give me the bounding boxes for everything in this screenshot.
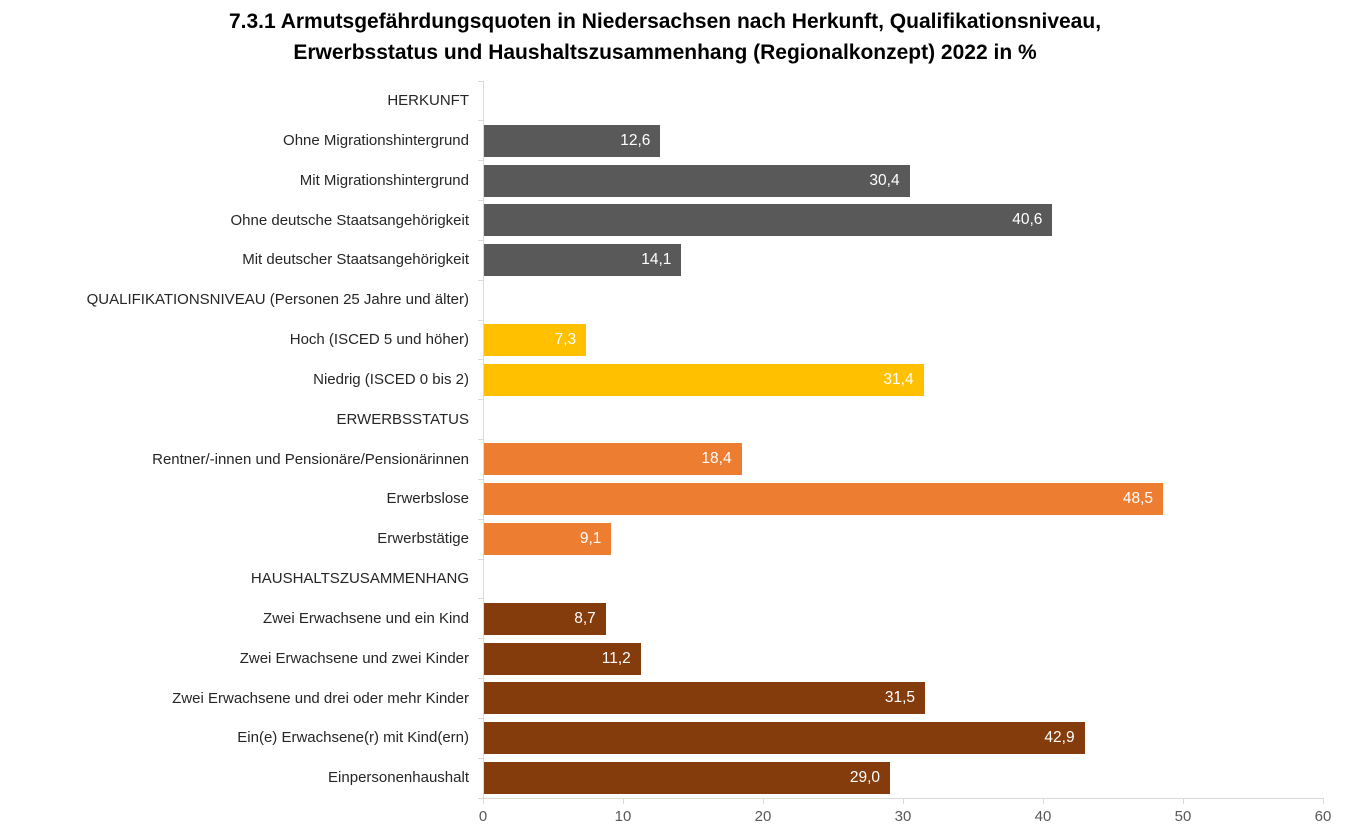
bar-value-label: 42,9 xyxy=(1044,729,1075,747)
chart-title-line-2: Erwerbsstatus und Haushaltszusammenhang (Regionalkonzept) 2022 in % xyxy=(293,41,1037,64)
y-axis-tick xyxy=(478,359,483,360)
category-label: Zwei Erwachsene und ein Kind xyxy=(263,609,469,627)
x-axis-tick-label: 0 xyxy=(478,808,488,825)
bar xyxy=(484,682,925,714)
bar xyxy=(484,244,681,276)
bar xyxy=(484,324,586,356)
bar xyxy=(484,443,742,475)
y-axis-tick xyxy=(478,758,483,759)
bar-value-label: 31,5 xyxy=(884,689,915,707)
x-axis-tick xyxy=(483,799,484,804)
category-label: Ohne Migrationshintergrund xyxy=(283,131,469,149)
bar xyxy=(484,643,641,675)
category-label: Ohne deutsche Staatsangehörigkeit xyxy=(230,211,469,229)
y-axis-tick xyxy=(478,320,483,321)
category-label: Zwei Erwachsene und drei oder mehr Kinder xyxy=(172,689,469,707)
bar xyxy=(484,523,611,555)
bar-value-label: 31,4 xyxy=(883,370,914,388)
x-axis-tick xyxy=(903,799,904,804)
x-axis-tick xyxy=(623,799,624,804)
y-axis-tick xyxy=(478,160,483,161)
y-axis-tick xyxy=(478,120,483,121)
x-axis-tick xyxy=(763,799,764,804)
x-axis-tick-label: 30 xyxy=(894,808,912,825)
y-axis-tick xyxy=(478,479,483,480)
x-axis-tick-label: 50 xyxy=(1174,808,1192,825)
y-axis-tick xyxy=(478,718,483,719)
bar xyxy=(484,722,1085,754)
x-axis-tick-label: 60 xyxy=(1314,808,1332,825)
section-header: ERWERBSSTATUS xyxy=(336,410,469,428)
x-axis-tick xyxy=(1323,799,1324,804)
chart-title xyxy=(0,6,1330,68)
category-label: Mit deutscher Staatsangehörigkeit xyxy=(242,251,469,269)
category-label: Einpersonenhaushalt xyxy=(328,769,469,787)
bar xyxy=(484,165,910,197)
section-header: QUALIFIKATIONSNIVEAU (Personen 25 Jahre und älter) xyxy=(86,291,469,309)
bar xyxy=(484,125,660,157)
section-header: HERKUNFT xyxy=(387,92,469,109)
category-label: Erwerbslose xyxy=(386,490,469,508)
y-axis-tick xyxy=(478,598,483,599)
y-axis-tick xyxy=(478,559,483,560)
bar-value-label: 40,6 xyxy=(1012,211,1043,229)
x-axis-tick xyxy=(1183,799,1184,804)
bar-value-label: 14,1 xyxy=(641,251,672,269)
bar-value-label: 18,4 xyxy=(701,450,732,468)
y-axis-tick xyxy=(478,638,483,639)
x-axis-tick-label: 20 xyxy=(754,808,772,825)
bar xyxy=(484,204,1052,236)
bar xyxy=(484,483,1163,515)
category-label: Niedrig (ISCED 0 bis 2) xyxy=(313,370,469,388)
bar-value-label: 9,1 xyxy=(579,530,602,548)
category-label: Ein(e) Erwachsene(r) mit Kind(ern) xyxy=(237,729,469,747)
y-axis-tick xyxy=(478,280,483,281)
x-axis-tick-label: 40 xyxy=(1034,808,1052,825)
category-label: Rentner/-innen und Pensionäre/Pensionärinnen xyxy=(152,450,469,468)
x-axis-tick xyxy=(1043,799,1044,804)
bar-value-label: 30,4 xyxy=(869,171,900,189)
bar-value-label: 7,3 xyxy=(554,330,577,348)
category-label: Mit Migrationshintergrund xyxy=(299,171,469,189)
bar-value-label: 12,6 xyxy=(620,131,651,149)
y-axis-tick xyxy=(478,200,483,201)
bar xyxy=(484,762,890,794)
bar-value-label: 48,5 xyxy=(1122,490,1153,508)
bar xyxy=(484,603,606,635)
bar-value-label: 29,0 xyxy=(849,769,880,787)
y-axis-tick xyxy=(478,240,483,241)
plot-area xyxy=(483,81,1324,799)
y-axis-tick xyxy=(478,519,483,520)
chart-title-line-1: 7.3.1 Armutsgefährdungsquoten in Niedersachsen nach Herkunft, Qualifikationsniveau, xyxy=(228,10,1102,33)
y-axis-tick xyxy=(478,439,483,440)
bar xyxy=(484,364,924,396)
bar-value-label: 8,7 xyxy=(574,609,596,627)
category-label: Zwei Erwachsene und zwei Kinder xyxy=(239,649,469,667)
category-label: Erwerbstätige xyxy=(377,530,469,548)
bar-value-label: 11,2 xyxy=(601,649,631,667)
y-axis-tick xyxy=(478,81,483,82)
y-axis-tick xyxy=(478,399,483,400)
section-header: HAUSHALTSZUSAMMENHANG xyxy=(250,570,469,587)
category-label: Hoch (ISCED 5 und höher) xyxy=(289,331,469,348)
x-axis-tick-label: 10 xyxy=(614,808,632,825)
y-axis-tick xyxy=(478,678,483,679)
